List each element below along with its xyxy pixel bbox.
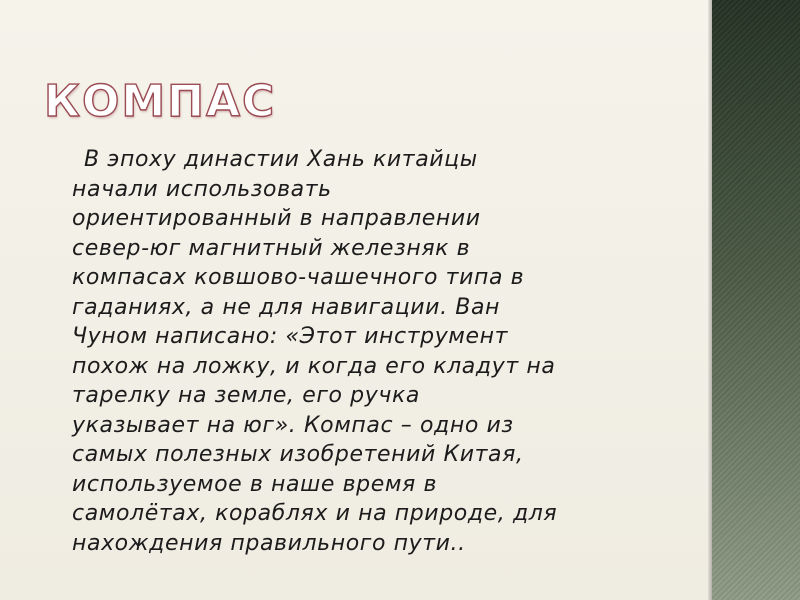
- body-line: тарелку на земле, его ручка: [72, 383, 420, 408]
- slide-body-text: [72, 145, 672, 558]
- slide-title: КОМПАС: [44, 76, 277, 127]
- body-line: используемое в наше время в: [72, 471, 438, 497]
- body-line: ориентированный в направлении: [72, 206, 481, 231]
- decorative-side-panel: [712, 0, 800, 600]
- body-line: похож на ложку, и когда его кладут на: [72, 353, 556, 379]
- body-line: север-юг магнитный железняк в: [72, 235, 471, 261]
- body-line: нахождения правильного пути..: [72, 530, 466, 556]
- body-line: самолётах, кораблях и на природе, для: [72, 501, 558, 526]
- body-line: гаданиях, а не для навигации. Ван: [72, 294, 501, 320]
- body-line: самых полезных изобретений Китая,: [72, 442, 524, 467]
- body-line: указывает на юг». Компас – одно из: [72, 412, 514, 438]
- body-line: Чуном написано: «Этот инструмент: [72, 324, 509, 349]
- body-line: В эпоху династии Хань китайцы: [84, 147, 478, 172]
- body-line: начали использовать: [72, 176, 332, 202]
- body-line: компасах ковшово-чашечного типа в: [72, 265, 525, 290]
